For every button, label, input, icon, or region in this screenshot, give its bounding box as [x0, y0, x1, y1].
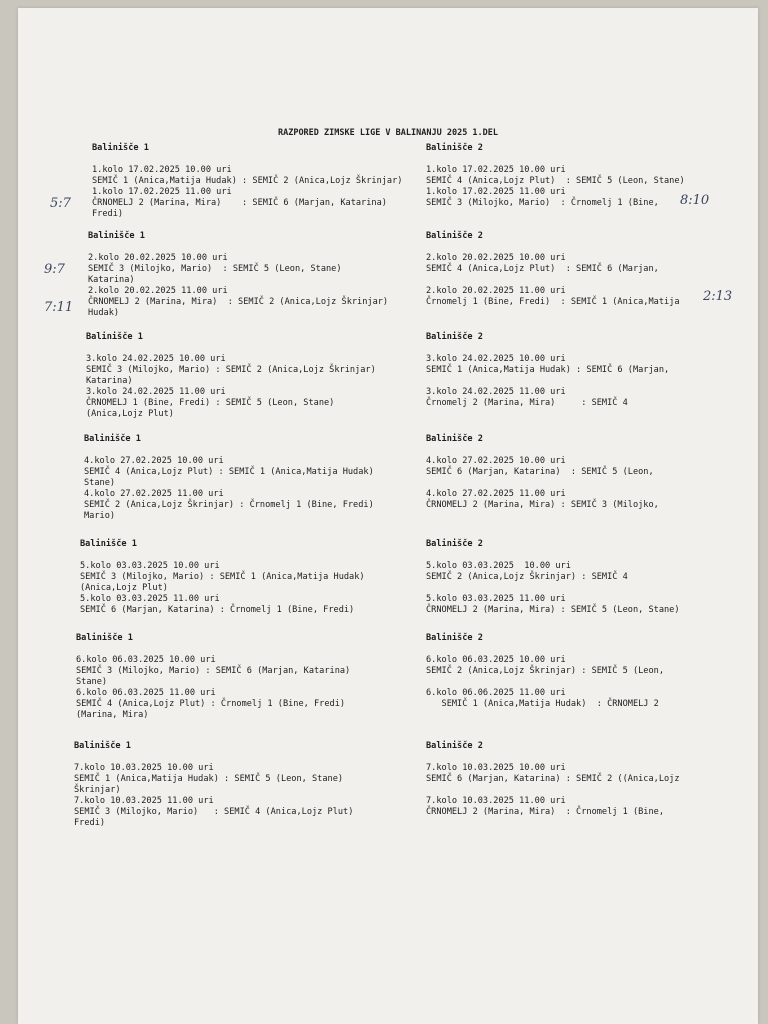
- schedule-line: Fredi): [74, 818, 106, 828]
- schedule-line: ČRNOMELJ 2 (Marina, Mira) : SEMIČ 6 (Marjan, Katarina): [92, 198, 387, 208]
- schedule-line: Črnomelj 2 (Marina, Mira) : SEMIČ 4: [426, 398, 628, 408]
- spacer: [86, 343, 376, 354]
- spacer: [84, 445, 374, 456]
- spacer: [426, 376, 669, 387]
- schedule-line: 7.kolo 10.03.2025 10.00 uri: [426, 763, 566, 773]
- schedule-line: 5.kolo 03.03.2025 10.00 uri: [80, 561, 220, 571]
- schedule-line: (Anica,Lojz Plut): [86, 409, 174, 419]
- spacer: [426, 644, 664, 655]
- schedule-line: SEMIČ 3 (Milojko, Mario) : SEMIČ 5 (Leon, Stane): [88, 264, 342, 274]
- schedule-line: SEMIČ 3 (Milojko, Mario) : SEMIČ 6 (Marjan, Katarina): [76, 666, 351, 676]
- schedule-line: 1.kolo 17.02.2025 11.00 uri: [426, 187, 566, 197]
- schedule-line: 2.kolo 20.02.2025 11.00 uri: [88, 286, 228, 296]
- schedule-block: [426, 633, 664, 710]
- schedule-line: 3.kolo 24.02.2025 11.00 uri: [426, 387, 566, 397]
- spacer: [426, 677, 664, 688]
- schedule-line: SEMIČ 6 (Marjan, Katarina) : SEMIČ 5 (Leon,: [426, 467, 654, 477]
- schedule-block: [80, 539, 365, 616]
- court-heading: Balinišče 2: [426, 231, 483, 241]
- schedule-line: 5.kolo 03.03.2025 11.00 uri: [80, 594, 220, 604]
- schedule-line: SEMIČ 1 (Anica,Matija Hudak) : SEMIČ 6 (Marjan,: [426, 365, 670, 375]
- schedule-line: 3.kolo 24.02.2025 10.00 uri: [86, 354, 226, 364]
- court-heading: Balinišče 1: [74, 741, 131, 751]
- schedule-line: 7.kolo 10.03.2025 11.00 uri: [74, 796, 214, 806]
- schedule-line: 6.kolo 06.03.2025 10.00 uri: [426, 655, 566, 665]
- schedule-line: SEMIČ 1 (Anica,Matija Hudak) : SEMIČ 5 (Leon, Stane): [74, 774, 344, 784]
- schedule-line: Stane): [84, 478, 116, 488]
- spacer: [76, 644, 350, 655]
- schedule-line: 2.kolo 20.02.2025 11.00 uri: [426, 286, 566, 296]
- schedule-line: 3.kolo 24.02.2025 10.00 uri: [426, 354, 566, 364]
- schedule-line: SEMIČ 6 (Marjan, Katarina) : Črnomelj 1 (Bine, Fredi): [80, 605, 355, 615]
- schedule-line: 6.kolo 06.06.2025 11.00 uri: [426, 688, 566, 698]
- spacer: [426, 154, 685, 165]
- schedule-block: [426, 143, 685, 209]
- page-title: RAZPORED ZIMSKE LIGE V BALINANJU 2025 1.DEL: [277, 128, 499, 138]
- schedule-line: 1.kolo 17.02.2025 10.00 uri: [426, 165, 566, 175]
- handwritten-score: 5:7: [50, 196, 71, 211]
- court-heading: Balinišče 2: [426, 633, 483, 643]
- schedule-line: 1.kolo 17.02.2025 10.00 uri: [92, 165, 232, 175]
- spacer: [426, 275, 680, 286]
- schedule-line: 4.kolo 27.02.2025 10.00 uri: [84, 456, 224, 466]
- schedule-line: Katarina): [86, 376, 133, 386]
- schedule-line: 5.kolo 03.03.2025 10.00 uri: [426, 561, 571, 571]
- schedule-line: Katarina): [88, 275, 135, 285]
- spacer: [92, 154, 402, 165]
- spacer: [426, 343, 669, 354]
- schedule-line: 1.kolo 17.02.2025 11.00 uri: [92, 187, 232, 197]
- schedule-line: 6.kolo 06.03.2025 10.00 uri: [76, 655, 216, 665]
- schedule-line: Hudak): [88, 308, 120, 318]
- handwritten-score: 8:10: [680, 193, 710, 208]
- spacer: [80, 550, 365, 561]
- schedule-block: [426, 434, 659, 511]
- schedule-block: [426, 741, 680, 818]
- schedule-line: SEMIČ 4 (Anica,Lojz Plut) : SEMIČ 6 (Marjan,: [426, 264, 659, 274]
- schedule-block: [88, 231, 388, 319]
- court-heading: Balinišče 1: [92, 143, 149, 153]
- schedule-block: [74, 741, 353, 829]
- schedule-line: 4.kolo 27.02.2025 10.00 uri: [426, 456, 566, 466]
- schedule-line: SEMIČ 3 (Milojko, Mario) : SEMIČ 4 (Anica,Lojz Plut): [74, 807, 354, 817]
- schedule-line: SEMIČ 4 (Anica,Lojz Plut) : Črnomelj 1 (Bine, Fredi): [76, 699, 346, 709]
- schedule-line: (Anica,Lojz Plut): [80, 583, 168, 593]
- schedule-line: Stane): [76, 677, 108, 687]
- schedule-line: SEMIČ 2 (Anica,Lojz Škrinjar) : SEMIČ 4: [426, 572, 628, 582]
- court-heading: Balinišče 1: [86, 332, 143, 342]
- schedule-line: ČRNOMELJ 2 (Marina, Mira) : Črnomelj 1 (Bine,: [426, 807, 664, 817]
- spacer: [426, 752, 680, 763]
- court-heading: Balinišče 1: [88, 231, 145, 241]
- spacer: [426, 445, 659, 456]
- schedule-line: 7.kolo 10.03.2025 11.00 uri: [426, 796, 566, 806]
- schedule-line: (Marina, Mira): [76, 710, 149, 720]
- schedule-line: 3.kolo 24.02.2025 11.00 uri: [86, 387, 226, 397]
- schedule-line: Črnomelj 1 (Bine, Fredi) : SEMIČ 1 (Anica,Matija: [426, 297, 680, 307]
- schedule-line: SEMIČ 3 (Milojko, Mario) : SEMIČ 2 (Anica,Lojz Škrinjar): [86, 365, 376, 375]
- schedule-line: SEMIČ 1 (Anica,Matija Hudak) : ČRNOMELJ 2: [426, 699, 659, 709]
- spacer: [426, 478, 659, 489]
- schedule-line: 4.kolo 27.02.2025 11.00 uri: [84, 489, 224, 499]
- handwritten-score: 9:7: [44, 262, 65, 277]
- court-heading: Balinišče 2: [426, 539, 483, 549]
- handwritten-score: 7:11: [44, 300, 74, 315]
- schedule-block: [426, 231, 680, 308]
- schedule-line: Mario): [84, 511, 116, 521]
- court-heading: Balinišče 1: [84, 434, 141, 444]
- schedule-block: [426, 332, 669, 409]
- schedule-line: 2.kolo 20.02.2025 10.00 uri: [88, 253, 228, 263]
- schedule-line: Škrinjar): [74, 785, 121, 795]
- court-heading: Balinišče 2: [426, 143, 483, 153]
- schedule-line: 6.kolo 06.03.2025 11.00 uri: [76, 688, 216, 698]
- schedule-line: ČRNOMELJ 1 (Bine, Fredi) : SEMIČ 5 (Leon, Stane): [86, 398, 335, 408]
- schedule-line: SEMIČ 4 (Anica,Lojz Plut) : SEMIČ 5 (Leon, Stane): [426, 176, 685, 186]
- court-heading: Balinišče 2: [426, 332, 483, 342]
- schedule-line: SEMIČ 2 (Anica,Lojz Škrinjar) : SEMIČ 5 (Leon,: [426, 666, 664, 676]
- schedule-block: [426, 539, 680, 616]
- schedule-block: [92, 143, 402, 220]
- schedule-line: 2.kolo 20.02.2025 10.00 uri: [426, 253, 566, 263]
- court-heading: Balinišče 1: [80, 539, 137, 549]
- schedule-line: ČRNOMELJ 2 (Marina, Mira) : SEMIČ 3 (Milojko,: [426, 500, 659, 510]
- schedule-line: ČRNOMELJ 2 (Marina, Mira) : SEMIČ 2 (Anica,Lojz Škrinjar): [88, 297, 389, 307]
- schedule-line: SEMIČ 3 (Milojko, Mario) : SEMIČ 1 (Anica,Matija Hudak): [80, 572, 365, 582]
- handwritten-score: 2:13: [703, 289, 733, 304]
- court-heading: Balinišče 2: [426, 434, 483, 444]
- court-heading: Balinišče 2: [426, 741, 483, 751]
- schedule-line: SEMIČ 6 (Marjan, Katarina) : SEMIČ 2 ((Anica,Lojz: [426, 774, 680, 784]
- spacer: [426, 242, 680, 253]
- schedule-block: [86, 332, 376, 420]
- court-heading: Balinišče 1: [76, 633, 133, 643]
- schedule-block: [76, 633, 350, 721]
- spacer: [426, 785, 680, 796]
- schedule-line: 7.kolo 10.03.2025 10.00 uri: [74, 763, 214, 773]
- schedule-line: ČRNOMELJ 2 (Marina, Mira) : SEMIČ 5 (Leon, Stane): [426, 605, 680, 615]
- schedule-line: 4.kolo 27.02.2025 11.00 uri: [426, 489, 566, 499]
- spacer: [88, 242, 388, 253]
- spacer: [426, 583, 680, 594]
- schedule-line: SEMIČ 4 (Anica,Lojz Plut) : SEMIČ 1 (Anica,Matija Hudak): [84, 467, 374, 477]
- schedule-line: Fredi): [92, 209, 124, 219]
- schedule-block: [84, 434, 374, 522]
- schedule-line: SEMIČ 1 (Anica,Matija Hudak) : SEMIČ 2 (Anica,Lojz Škrinjar): [92, 176, 403, 186]
- schedule-line: 5.kolo 03.03.2025 11.00 uri: [426, 594, 566, 604]
- spacer: [426, 550, 680, 561]
- schedule-line: SEMIČ 2 (Anica,Lojz Škrinjar) : Črnomelj 1 (Bine, Fredi): [84, 500, 374, 510]
- schedule-line: SEMIČ 3 (Milojko, Mario) : Črnomelj 1 (Bine,: [426, 198, 659, 208]
- spacer: [74, 752, 353, 763]
